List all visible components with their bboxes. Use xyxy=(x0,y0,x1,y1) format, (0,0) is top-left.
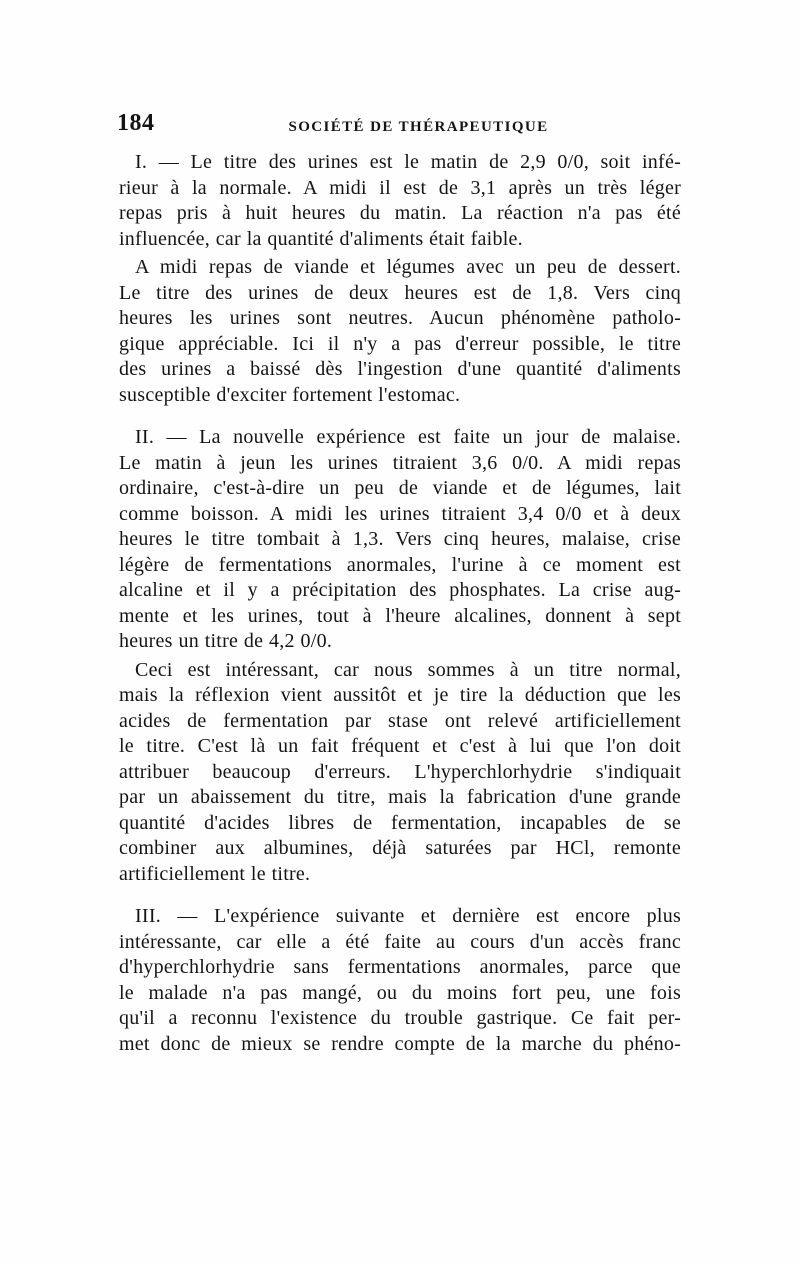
text-line: heures un titre de 4,2 0/0. xyxy=(119,630,333,652)
text-line: alcaline et il y a précipitation des phosphates. La crise aug- xyxy=(119,579,681,601)
text-line: intéressante, car elle a été faite au cours d'un accès franc xyxy=(119,930,681,953)
text-line: Ceci est intéressant, car nous sommes à un titre normal, xyxy=(135,658,681,681)
text-line: comme boisson. A midi les urines titraient 3,4 0/0 et à deux xyxy=(119,502,681,525)
text-line: le malade n'a pas mangé, ou du moins fort peu, une fois xyxy=(119,981,681,1004)
text-line: susceptible d'exciter fortement l'estomac. xyxy=(119,383,461,406)
running-head xyxy=(117,110,680,144)
paragraph-experiment-1 xyxy=(119,150,681,252)
text-line: gique appréciable. Ici il n'y a pas d'erreur possible, le titre xyxy=(119,332,681,355)
paragraph-noon-meal xyxy=(119,255,681,408)
text-line: Le matin à jeun les urines titraient 3,6 0/0. A midi repas xyxy=(119,451,681,474)
text-line: met donc de mieux se rendre compte de la marche du phéno- xyxy=(119,1032,681,1055)
body-text xyxy=(119,150,681,1057)
text-line: par un abaissement du titre, mais la fabrication d'une grande xyxy=(119,786,681,808)
text-line: ordinaire, c'est-à-dire un peu de viande et de légumes, lait xyxy=(119,477,681,499)
text-line: qu'il a reconnu l'existence du trouble gastrique. Ce fait per- xyxy=(119,1007,681,1029)
text-line: A midi repas de viande et légumes avec un peu de dessert. xyxy=(135,256,681,278)
text-line: d'hyperchlorhydrie sans fermentations anormales, parce que xyxy=(119,956,681,978)
text-line: Le titre des urines de deux heures est de 1,8. Vers cinq xyxy=(119,281,681,304)
text-line: mente et les urines, tout à l'heure alcalines, donnent à sept xyxy=(119,604,681,627)
text-line: III. — L'expérience suivante et dernière est encore plus xyxy=(135,905,681,927)
text-line: heures le titre tombait à 1,3. Vers cinq heures, malaise, crise xyxy=(119,528,681,550)
text-line: le titre. C'est là un fait fréquent et c'est à lui que l'on doit xyxy=(119,735,681,757)
paragraph-experiment-3 xyxy=(119,904,681,1057)
text-line: rieur à la normale. A midi il est de 3,1 après un très léger xyxy=(119,176,681,199)
text-line: artificiellement le titre. xyxy=(119,862,311,885)
text-line: légère de fermentations anormales, l'urine à ce moment est xyxy=(119,553,681,576)
text-line: I. — Le titre des urines est le matin de 2,9 0/0, soit infé- xyxy=(135,151,681,173)
journal-title: SOCIÉTÉ DE THÉRAPEUTIQUE xyxy=(288,119,549,135)
text-line: mais la réflexion vient aussitôt et je tire la déduction que les xyxy=(119,684,681,706)
text-line: combiner aux albumines, déjà saturées par HCl, remonte xyxy=(119,837,681,859)
text-line: heures les urines sont neutres. Aucun phénomène patholo- xyxy=(119,307,681,329)
page-number: 184 xyxy=(117,110,155,136)
text-line: acides de fermentation par stase ont relevé artificiellement xyxy=(119,709,681,732)
paragraph-interpretation xyxy=(119,658,681,888)
text-line: II. — La nouvelle expérience est faite un jour de malaise. xyxy=(135,426,681,448)
text-line: influencée, car la quantité d'aliments était faible. xyxy=(119,227,523,250)
text-line: des urines a baissé dès l'ingestion d'une quantité d'aliments xyxy=(119,358,681,380)
paragraph-experiment-2 xyxy=(119,425,681,655)
text-line: repas pris à huit heures du matin. La réaction n'a pas été xyxy=(119,202,681,224)
text-line: quantité d'acides libres de fermentation, incapables de se xyxy=(119,811,681,834)
text-line: attribuer beaucoup d'erreurs. L'hyperchlorhydrie s'indiquait xyxy=(119,760,681,783)
